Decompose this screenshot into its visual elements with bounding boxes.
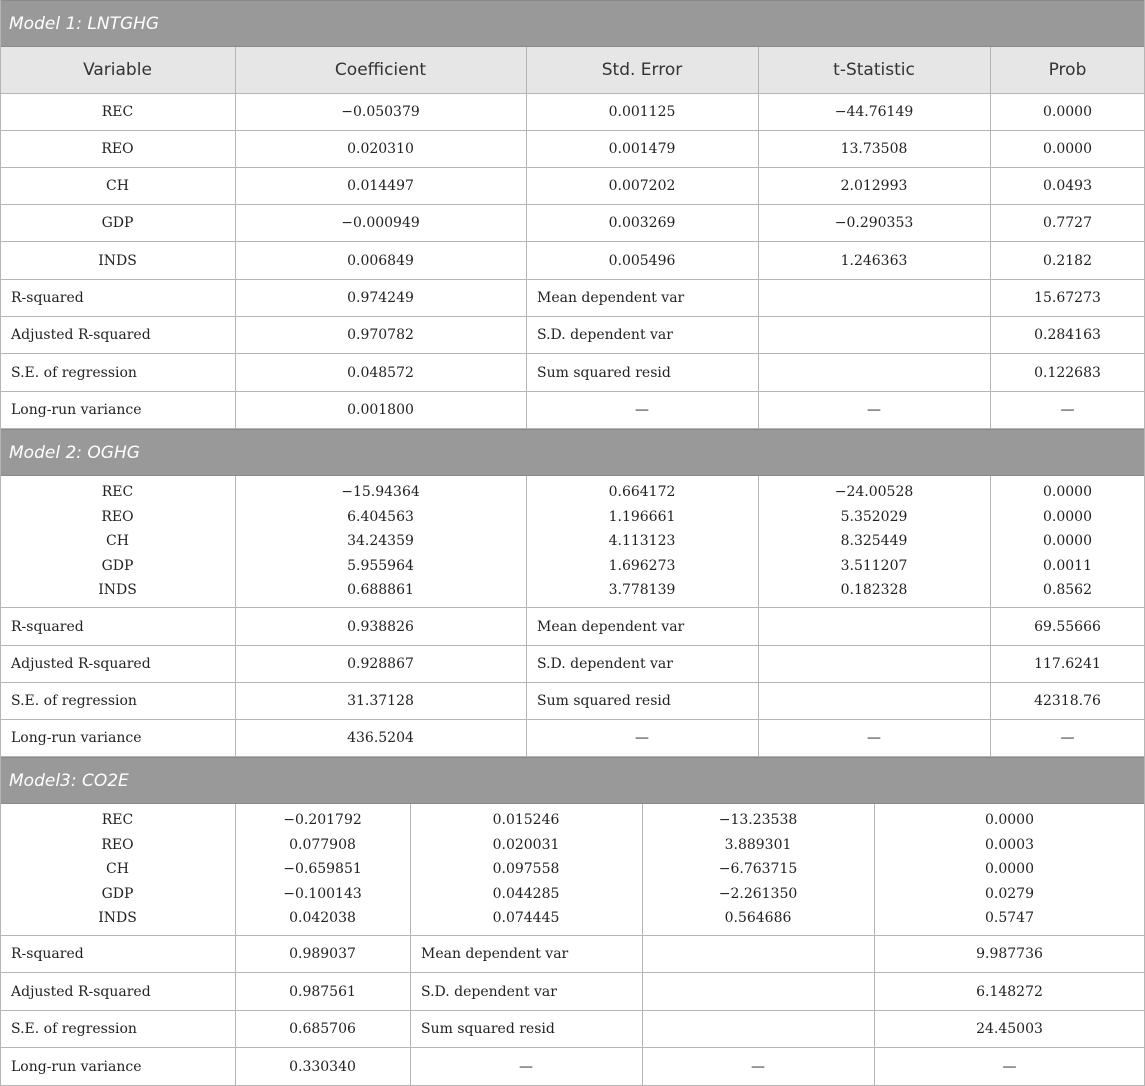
std-error-cell: 0.001479 [608,141,676,157]
model3-coefficient-block [0,804,1145,936]
stat-label-2: Sum squared resid [537,693,671,709]
std-error-cell: 1.696273 [608,557,676,574]
stats-row [0,354,1145,392]
coefficient-cell: −0.000949 [341,215,420,231]
dash-cell: — [867,730,881,746]
table-row [0,94,1145,131]
t-statistic-cell: 5.352029 [840,508,908,525]
stat-value-2: 0.122683 [1034,364,1101,381]
variable-cell: INDS [98,582,137,599]
stat-empty [758,354,990,391]
model2-coefficient-block [0,476,1145,608]
variable-cell: REC [101,812,134,829]
stat-label: Long-run variance [11,402,142,418]
coefficient-cell: −0.100143 [283,885,362,902]
std-error-cell: 0.003269 [608,215,676,231]
stat-label: R-squared [11,290,84,306]
stat-label: S.E. of regression [11,1021,137,1037]
prob-cell: 0.0279 [985,885,1034,902]
stat-value: 0.938826 [347,618,414,635]
model3-title: Model3: CO2E [9,770,129,791]
dash-cell: — [635,402,649,418]
stat-empty [758,683,990,719]
stat-label: R-squared [11,618,84,635]
stat-empty [642,1011,874,1047]
coefficient-cell: 0.006849 [347,252,414,269]
prob-column [990,476,1145,607]
stat-label: R-squared [11,946,84,962]
variable-cell: GDP [101,557,134,574]
std-error-cell: 1.196661 [608,508,676,525]
stat-value-2: 42318.76 [1034,693,1101,709]
stat-value: 0.685706 [289,1021,356,1037]
coefficient-cell: 0.077908 [289,836,356,853]
dash-cell: — [867,402,881,418]
table-row [0,242,1145,280]
stat-empty [758,317,990,353]
stat-empty [642,973,874,1010]
prob-cell: 0.0000 [1043,104,1092,120]
t-statistic-cell: −24.00528 [834,484,914,501]
stats-row [0,1048,1145,1086]
coefficient-column [235,476,526,607]
stat-label: Adjusted R-squared [11,656,151,672]
stat-value-2: 9.987736 [976,946,1043,962]
prob-cell: 0.5747 [985,910,1034,927]
dash-cell: — [1060,402,1075,418]
t-statistic-cell: −2.261350 [718,885,798,902]
dash-cell: — [1002,1058,1017,1075]
header-prob: Prob [1048,60,1087,80]
stat-label-2: Mean dependent var [537,618,685,635]
column-header-row [0,47,1145,94]
stat-value: 0.989037 [289,946,356,962]
t-statistic-cell: 3.889301 [724,836,792,853]
stats-row [0,936,1145,973]
stat-value-2: 24.45003 [976,1021,1043,1037]
prob-cell: 0.0011 [1043,557,1092,574]
dash-cell: — [751,1058,765,1075]
coefficient-cell: −15.94364 [341,484,420,501]
prob-cell: 0.0000 [1043,141,1092,157]
std-error-cell: 3.778139 [608,582,676,599]
dash-cell: — [635,730,649,746]
t-statistic-cell: −0.290353 [834,215,914,231]
variable-cell: CH [106,861,129,878]
stats-row [0,683,1145,720]
t-statistic-cell: 8.325449 [840,533,908,550]
header-t-statistic: t-Statistic [833,60,915,80]
stat-empty [758,608,990,645]
prob-cell: 0.0000 [1043,508,1092,525]
variable-cell: CH [106,533,129,550]
std-error-column [410,804,642,935]
variable-column [0,804,235,935]
prob-column [874,804,1145,935]
coefficient-cell: 0.042038 [289,910,356,927]
stat-label-2: Mean dependent var [537,290,685,306]
coefficient-cell: 5.955964 [347,557,414,574]
stat-label: Long-run variance [11,1058,142,1075]
std-error-cell: 0.044285 [492,885,560,902]
t-statistic-cell: 0.182328 [840,582,908,599]
header-std-error: Std. Error [601,60,683,80]
stat-value-2: 117.6241 [1034,656,1101,672]
t-statistic-cell: 0.564686 [724,910,792,927]
coefficient-cell: −0.050379 [341,104,420,120]
t-statistic-cell: 3.511207 [840,557,908,574]
header-variable: Variable [83,60,152,80]
prob-cell: 0.0493 [1043,178,1092,194]
stats-row [0,720,1145,757]
prob-cell: 0.0000 [1043,484,1092,501]
prob-cell: 0.0003 [985,836,1034,853]
model3-title-band [0,757,1145,804]
stat-label: Adjusted R-squared [11,327,151,343]
stat-value-2: 69.55666 [1034,618,1101,635]
stat-label-2: S.D. dependent var [421,983,557,1000]
variable-cell: INDS [98,252,137,269]
prob-cell: 0.0000 [985,861,1034,878]
std-error-cell: 0.015246 [492,812,560,829]
stat-value: 0.330340 [289,1058,356,1075]
stat-value: 0.974249 [347,290,414,306]
stat-empty [642,936,874,972]
coefficient-cell: 6.404563 [347,508,414,525]
coefficient-cell: −0.659851 [283,861,362,878]
prob-cell: 0.7727 [1043,215,1092,231]
t-statistic-cell: 1.246363 [840,252,908,269]
stat-value-2: 6.148272 [976,983,1043,1000]
std-error-cell: 0.097558 [492,861,560,878]
coefficient-cell: −0.201792 [283,812,362,829]
stats-row [0,973,1145,1011]
dash-cell: — [519,1058,533,1075]
stats-row [0,1011,1145,1048]
prob-cell: 0.2182 [1043,252,1092,269]
stat-empty [758,280,990,316]
stat-label-2: S.D. dependent var [537,656,673,672]
stat-empty [758,646,990,682]
stat-value: 0.048572 [347,364,414,381]
stat-value: 0.987561 [289,983,356,1000]
coefficient-cell: 0.688861 [347,582,414,599]
stat-label-2: Mean dependent var [421,946,569,962]
variable-column [0,476,235,607]
stat-label: Adjusted R-squared [11,983,151,1000]
stat-label-2: S.D. dependent var [537,327,673,343]
variable-cell: REC [101,104,134,120]
std-error-cell: 0.074445 [492,910,560,927]
t-statistic-cell: −44.76149 [834,104,914,120]
t-statistic-column [758,476,990,607]
stat-label: Long-run variance [11,730,142,746]
std-error-cell: 0.001125 [608,104,676,120]
stats-row [0,608,1145,646]
coefficient-cell: 34.24359 [347,533,414,550]
header-coefficient: Coefficient [334,60,427,80]
variable-cell: REO [101,836,134,853]
model1-title-band [0,0,1145,47]
stats-row [0,392,1145,429]
t-statistic-cell: −13.23538 [718,812,798,829]
coefficient-cell: 0.014497 [347,178,414,194]
stat-value: 0.928867 [347,656,414,672]
stats-row [0,280,1145,317]
model2-title-band [0,429,1145,476]
table-row [0,205,1145,242]
std-error-cell: 0.007202 [608,178,676,194]
model2-title: Model 2: OGHG [9,442,140,463]
coefficient-cell: 0.020310 [347,141,414,157]
dash-cell: — [1060,730,1075,746]
std-error-column [526,476,758,607]
stats-row [0,317,1145,354]
variable-cell: INDS [98,910,137,927]
stats-row [0,646,1145,683]
prob-cell: 0.8562 [1043,582,1092,599]
std-error-cell: 4.113123 [608,533,676,550]
table-row [0,168,1145,205]
model1-title: Model 1: LNTGHG [9,13,160,34]
t-statistic-column [642,804,874,935]
variable-cell: GDP [101,215,134,231]
stat-label-2: Sum squared resid [421,1021,555,1037]
stat-value-2: 15.67273 [1034,290,1101,306]
coefficient-column [235,804,410,935]
variable-cell: CH [106,178,129,194]
std-error-cell: 0.005496 [608,252,676,269]
prob-cell: 0.0000 [1043,533,1092,550]
std-error-cell: 0.020031 [492,836,560,853]
t-statistic-cell: 2.012993 [840,178,908,194]
variable-cell: REO [101,508,134,525]
stat-value-2: 0.284163 [1034,327,1101,343]
table-row [0,131,1145,168]
variable-cell: REO [101,141,134,157]
variable-cell: REC [101,484,134,501]
variable-cell: GDP [101,885,134,902]
stat-label: S.E. of regression [11,364,137,381]
stat-value: 31.37128 [347,693,414,709]
stat-label-2: Sum squared resid [537,364,671,381]
std-error-cell: 0.664172 [608,484,676,501]
stat-value: 0.970782 [347,327,414,343]
prob-cell: 0.0000 [985,812,1034,829]
stat-value: 436.5204 [347,730,414,746]
t-statistic-cell: −6.763715 [718,861,798,878]
stat-value: 0.001800 [347,402,414,418]
t-statistic-cell: 13.73508 [840,141,908,157]
stat-label: S.E. of regression [11,693,137,709]
